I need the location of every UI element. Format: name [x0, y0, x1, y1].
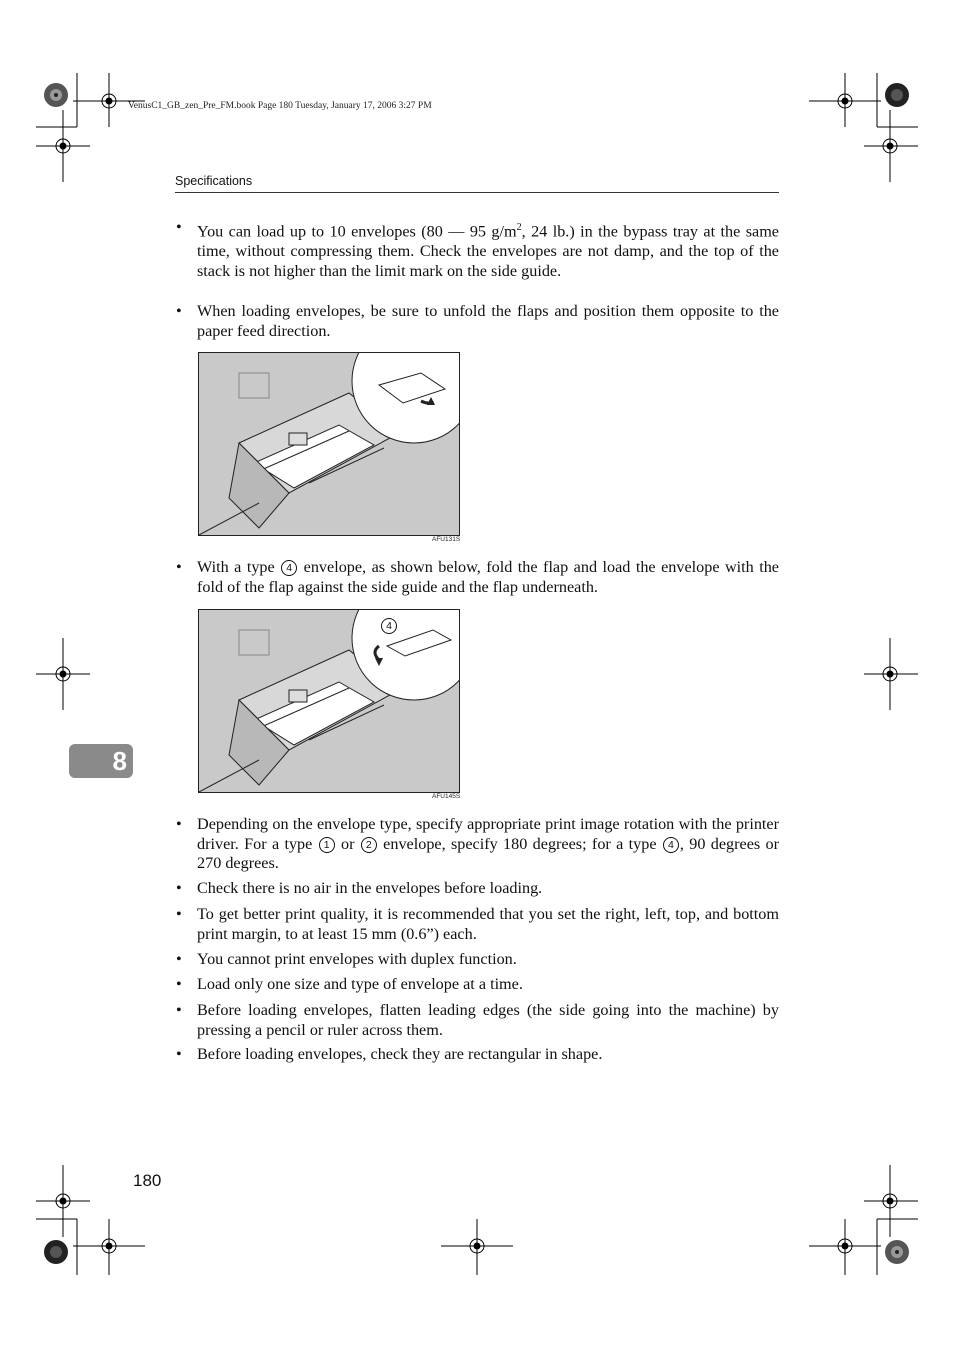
bullet-dot: • [176, 815, 182, 833]
bullet-type4-envelope [176, 558, 779, 597]
bullet-dot: • [176, 879, 182, 897]
chapter-tab: 8 [69, 744, 133, 778]
bullet-dot: • [176, 558, 182, 576]
bullet-dot: • [176, 218, 182, 236]
figure-code: AFU145S [432, 793, 461, 800]
bypass-tray-illustration [199, 353, 459, 535]
header-rule [175, 192, 779, 193]
bullet-dot: • [176, 975, 182, 993]
bullet-dot: • [176, 1001, 182, 1019]
bullet-text: You cannot print envelopes with duplex function. [197, 950, 517, 968]
bullet-text: Before loading envelopes, check they are rectangular in shape. [197, 1045, 603, 1063]
bullet-dot: • [176, 1045, 182, 1063]
bullet-no-air [176, 879, 779, 899]
bullet-text: With a type 4 envelope, as shown below, fold the flap and load the envelope with the fold of the flap against the side guide and the flap underneath. [197, 558, 779, 596]
type-number-badge: 4 [281, 560, 297, 576]
bullet-print-margin [176, 905, 779, 944]
figure-callout-badge: 4 [381, 618, 397, 634]
bullet-no-duplex [176, 950, 779, 970]
figure-bypass-tray-folded [198, 609, 460, 793]
bullet-text: When loading envelopes, be sure to unfold the flaps and position them opposite to the paper feed direction. [197, 302, 779, 340]
bullet-text: Check there is no air in the envelopes before loading. [197, 879, 543, 897]
bullet-flatten-edges [176, 1001, 779, 1040]
type-number-badge: 1 [319, 837, 335, 853]
bypass-tray-folded-illustration [199, 610, 459, 792]
bullet-text: Depending on the envelope type, specify appropriate print image rotation with the printer driver. For a type 1 or 2 envelope, specify 180 degrees; for a type 4 , 90 degrees or 270 degrees. [197, 815, 780, 873]
type-number-badge: 4 [663, 837, 679, 853]
bullet-text: Before loading envelopes, flatten leading edges (the side going into the machine) by pressing a pencil or ruler across them. [197, 1001, 779, 1039]
bullet-text: You can load up to 10 envelopes (80 — 95 $g/m^2$, 24 lb.) in the bypass tray at the same time, without compressing them. Check the envelopes are not damp, and the top of the stack is not higher than the limit mark on the side guide. [197, 222, 779, 280]
bullet-print-rotation [176, 815, 779, 874]
bullet-dot: • [176, 302, 182, 320]
bullet-load-capacity [176, 218, 779, 281]
bullet-dot: • [176, 905, 182, 923]
figure-bypass-tray-unfolded [198, 352, 460, 536]
page-number: 180 [133, 1171, 162, 1190]
bullet-unfold-flaps [176, 302, 779, 341]
section-header: Specifications [175, 174, 253, 188]
bullet-rectangular [176, 1045, 779, 1065]
bullet-dot: • [176, 950, 182, 968]
type-number-badge: 2 [361, 837, 377, 853]
bullet-text: To get better print quality, it is recommended that you set the right, left, top, and bottom print margin, to at least 15 mm (0.6”) each. [197, 905, 779, 943]
bullet-text: Load only one size and type of envelope at a time. [197, 975, 523, 993]
book-info-line: VenusC1_GB_zen_Pre_FM.book Page 180 Tuesday, January 17, 2006 3:27 PM [128, 101, 432, 111]
bullet-one-size [176, 975, 779, 995]
figure-code: AFU131S [432, 536, 461, 543]
